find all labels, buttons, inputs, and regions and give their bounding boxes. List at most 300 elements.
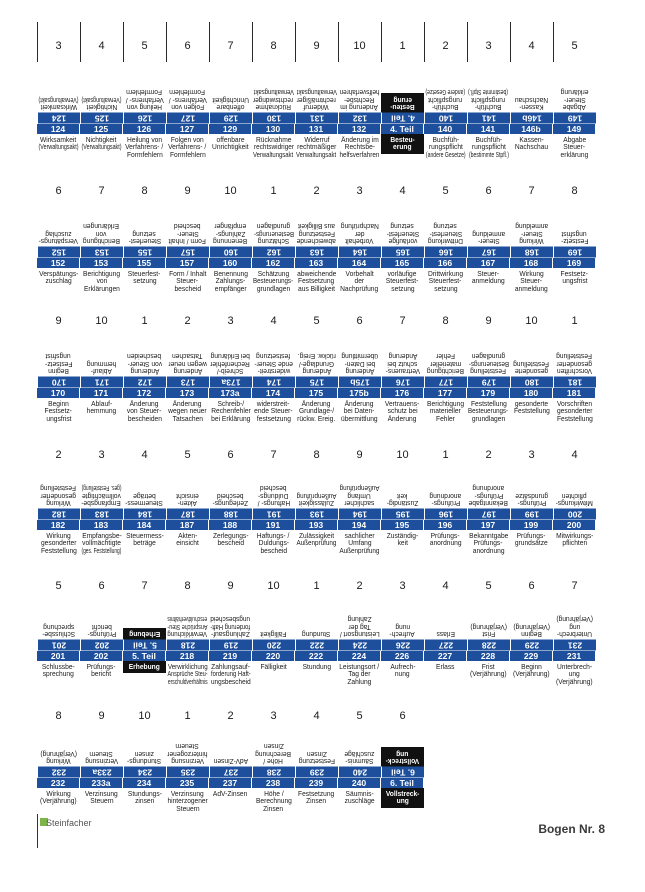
tab-number: 173a [209,388,252,399]
tab-label-line: Erhebung [128,630,161,639]
tab-label-line: Beginn [521,662,542,671]
tab-label-inverted [424,221,467,247]
number-row [37,651,596,662]
tab-label-line: Steuerfest- [429,276,462,286]
tab-label-line: Festsetz- [44,406,73,416]
tab-label [338,661,381,687]
sheet-position-number: 1 [270,185,277,197]
tab-label-line: (Verjährung) [513,622,550,632]
tab-number: 183 [80,520,123,531]
tab-number: 226 [381,651,424,662]
tab-label-line: Kassen- [519,135,544,144]
tab-label [295,788,338,814]
tab-label-line: Fälligkeit [260,662,287,671]
tab-number: 162 [252,258,295,269]
tab-number-inverted: 132 [338,113,381,124]
tab-label [424,134,467,160]
tab-number-inverted: 125 [80,113,123,124]
tab-label [295,530,338,556]
tab-label-line: rechtswidriger [253,142,294,152]
tab-number: 153 [80,258,123,269]
tab-label-line: (Verjährung) [40,796,77,806]
tab-label [80,661,123,687]
tab-label-line: Nichtigkeit [86,103,117,112]
sheet-position-number: 8 [313,449,320,461]
tab-number: 238 [252,778,295,789]
tab-label [166,398,209,424]
tab-label-line: grundlagen [256,222,291,232]
sheet-position-row [37,184,596,198]
tab-label-line: Zahlungs- [215,229,246,239]
sheet-position-number: 6 [356,315,363,327]
tab-label [510,268,553,294]
tab-label [166,788,209,814]
tab-label-line: setzung [390,222,415,232]
tab-label-line: (Verwaltungsakt) [81,95,122,105]
tab-label-inverted [252,483,295,509]
sheet-position-number: 9 [184,185,191,197]
tab-number-inverted: 235 [166,767,209,778]
tab-label-line: Folgen von [171,103,204,112]
tab-label-line: keit [397,538,408,548]
tab-number-inverted: 234 [123,767,166,778]
tab-label-line: (Verwaltungsakt) [38,142,79,152]
tab-label [553,398,596,424]
tab-label-line: Zulässigkeit [298,531,335,540]
tab-label-inverted [295,87,338,113]
tab-label-inverted [424,351,467,377]
tab-number: 194 [338,520,381,531]
tab-label-line: gesonderter [40,538,77,548]
sheet-position-number: 2 [184,315,191,327]
tab-number: 219 [209,651,252,662]
tab-label-line: zinsen [134,796,155,806]
tab-label-line: Steuer- [563,95,586,105]
tab-label-line: Berechnung [255,796,292,806]
tab-label-line: abweichende [296,237,337,246]
tab-number: 197 [467,520,510,531]
tab-label-line: Steuer- [477,237,500,246]
tab-label-line: Verfahrens- / [168,142,207,152]
tab-number: 224 [338,651,381,662]
tab-label-inverted [209,87,252,113]
tab-number-inverted: 131 [295,113,338,124]
tab-label-line: (Verjährung) [556,676,593,686]
tab-label-line: der [354,276,365,286]
sheet-position-number: 1 [313,580,320,592]
tab-number: 163 [295,258,338,269]
tab-label-inverted [338,87,381,113]
tab-number-inverted: 130 [252,113,295,124]
tab-label-line: erklärung [560,149,589,159]
sheet-position-number: 6 [528,580,535,592]
tab-label-line: Zahlungsauf- [211,662,250,671]
sheet-position-number: 4 [399,185,406,197]
tab-label-line: Tag der [348,669,371,679]
inverted-number-row [37,247,596,258]
tab-label [381,268,424,294]
sheet-position-number: 2 [442,40,449,52]
sheet-position-number: 6 [399,710,406,722]
tab-label-line: von [96,276,107,286]
tab-label-inverted [80,87,123,113]
tab-label-line: Zuständig- [386,499,419,508]
tab-label-line: Folgen von [171,135,204,144]
tab-label-line: Steuer- [563,142,586,152]
tab-number: 196 [424,520,467,531]
inverted-number-row [37,640,596,651]
tab-number: 141 [467,124,510,135]
tab-label-line: Akten- [177,531,198,540]
tab-label [338,134,381,160]
tab-label-line: Mitwirkungs- [555,531,594,540]
sheet-position-number: 8 [571,185,578,197]
sheet-position-number: 8 [55,710,62,722]
tab-label-inverted [338,351,381,377]
tab-label-inverted [252,87,295,113]
tab-number-inverted: 195 [381,509,424,520]
tab-label-line: Steuermess- [125,531,164,540]
tab-label-line: Vertrauens- [385,367,420,376]
inverted-label-row [37,483,596,509]
tab-label-inverted [209,483,252,509]
tab-label-line: Verspätungs- [38,237,79,246]
tab-label-line: Widerruf [303,103,330,112]
tab-number-inverted: 173 [166,377,209,388]
logo-text: Steinfacher [46,818,92,828]
tab-label-inverted [510,614,553,640]
tab-number: 6. Teil [381,778,424,789]
tab-label-inverted [166,741,209,767]
tab-label [252,398,295,424]
tab-label-line: Abgabe [563,135,586,144]
tab-label [424,268,467,294]
tab-label-inverted [252,614,295,640]
tab-number-inverted: 129 [209,113,252,124]
tab-label-line: Zinsen [263,742,284,752]
tab-label-line: Aufrech- [389,630,416,639]
tab-label-line: Feststellung [513,406,550,416]
tab-label-line: forderung Haft- [210,669,251,679]
tab-label-line: (Verjährung) [556,615,593,625]
tab-number: 160 [209,258,252,269]
number-row [37,520,596,531]
sheet-position-number: 4 [442,580,449,592]
tab-number-inverted: 179 [467,377,510,388]
tab-label-line: von Steuer- [127,359,162,369]
tab-label-inverted [80,351,123,377]
tab-label-line: rückw. Ereig. [297,413,336,423]
tab-label [80,268,123,294]
tab-label-line: (ges. Feststellung) [81,484,122,494]
tab-label-line: Drittwirkung [427,269,464,278]
tab-number: 180 [510,388,553,399]
tab-label-inverted [338,741,381,767]
tab-label-line: Änderung [130,367,159,376]
tab-label-line: Vorschriften [556,367,593,376]
tab-band [37,741,596,814]
tab-number-inverted: 152 [37,247,80,258]
tab-label-inverted [553,483,596,509]
tab-label [209,661,252,687]
tab-label-line: bescheiden [127,413,162,423]
tab-label-inverted [166,221,209,247]
sheet-position-number: 10 [95,315,108,327]
tab-label-line: Höhe / [263,757,284,766]
tab-label-line: pflichten [562,538,587,548]
tab-label-line: Drittwirkung [427,237,464,246]
sheet-position-number: 8 [184,580,191,592]
tab-number-inverted: 140 [424,113,467,124]
tab-label-line: bericht [91,669,112,679]
number-row [37,124,596,135]
tab-label-line: bescheid [217,491,244,501]
tab-label-line: sprechung [42,669,75,679]
tab-label-line: Schlussbe- [42,662,75,671]
tab-label-line: schutz bei [387,359,418,369]
tab-number: 152 [37,258,80,269]
tab-label [123,398,166,424]
tab-label-line: wegen neuer [168,406,207,416]
tab-label [37,661,80,687]
tab-label-line: Steuerfest- [128,237,161,246]
tab-label-inverted [510,351,553,377]
tab-label-line: ungsfrist [561,229,588,239]
part-heading-box [123,628,166,640]
tab-number-inverted: 166 [424,247,467,258]
tab-label-inverted [166,87,209,113]
tab-label-line: Änderung [173,367,202,376]
tab-label-line: Vollstreck- [385,789,420,798]
tab-label-inverted [123,87,166,113]
tab-label-line: Kassen- [519,103,544,112]
tab-label-inverted [381,483,424,509]
tab-number-inverted: 229 [510,640,553,651]
tab-label-line: nung [395,622,410,632]
tab-label-line: Buchfüh- [432,135,459,144]
tab-number: 130 [252,124,295,135]
tab-label-line: Steuerfest- [128,269,161,278]
tab-label-line: Berichtigung [83,269,120,278]
sheet-position-number: 4 [270,315,277,327]
tab-label-line: beträge [133,538,156,548]
tab-label-line: pflichten [562,491,587,501]
tab-label-inverted [209,741,252,767]
sheet-position-number: 2 [55,449,62,461]
sheet-position-row [37,579,596,593]
tab-label-line: sprechung [42,622,75,632]
tab-label-line: rungspflicht [428,95,463,105]
tab-label-inverted [467,87,510,113]
tab-label-line: ungsbescheid [210,676,251,686]
tab-label-line: grundsätze [515,491,548,501]
tab-label-line: Rechenfehler [210,359,251,369]
sheet-position-number: 5 [485,580,492,592]
tab-label-line: Steuer- [477,269,500,278]
tab-label [80,530,123,556]
tab-number-inverted: 239 [295,767,338,778]
sheet-position-number: 1 [442,449,449,461]
number-row [37,388,596,399]
tab-number: 233a [80,778,123,789]
tab-label [166,661,209,687]
tab-label-inverted [252,221,295,247]
tab-label-line: Fehler [436,413,455,423]
tab-label-line: Wirkung [46,757,71,766]
tab-number: 181 [553,388,596,399]
tab-label-line: Widerruf [303,135,330,144]
tab-label-line: Duldungs- [258,491,289,501]
publisher-logo [37,814,117,848]
tab-label [252,788,295,814]
tab-label-line: AdV-Zinsen [213,789,248,798]
tab-label-inverted [381,221,424,247]
tab-label-line: Formfehlern [169,88,206,98]
tab-label-line: Schätzung [257,269,290,278]
tab-label-line: (Verjährung) [513,669,550,679]
tab-label-inverted [123,221,166,247]
tab-label-inverted [123,614,166,640]
tab-number: 240 [338,778,381,789]
inverted-number-row [37,767,424,778]
tab-label [252,661,295,687]
tab-label-line: setzung [132,276,157,286]
tab-label-line: Verwaltungsakt [296,88,337,98]
tab-label [381,788,424,814]
tab-label-inverted [381,741,424,767]
tab-number-inverted: 226 [381,640,424,651]
tab-label-line: Heilung von [126,135,163,144]
tab-label-line: bei Erklärung [210,413,251,423]
tab-label-inverted [338,614,381,640]
tab-label [424,398,467,424]
tab-label-line: Feststellung [513,359,550,369]
inverted-number-row [37,113,596,124]
tab-number-inverted: 201 [37,640,80,651]
tab-label-line: Prüfungs- [87,662,116,671]
tab-label [424,530,467,556]
part-heading-box [381,747,424,767]
tab-label-line: erschuldverhältnis [167,676,208,686]
tab-label-line: anordnung [429,491,462,501]
tab-label-line: Frist [482,662,495,671]
tab-label-inverted [37,87,80,113]
tab-label-line: Höhe / [263,789,284,798]
tab-label-line: Wirkung [46,531,71,540]
tab-label-line: Steuerfest- [386,229,419,239]
tab-label-line: Formfehlern [126,149,163,159]
tab-label [424,661,467,687]
tab-label-inverted [37,351,80,377]
sheet-position-number: 2 [485,449,492,461]
tab-label-line: Form / Inhalt [168,237,207,246]
sheet-position-number: 1 [399,40,406,52]
tab-label-line: anmeldung [472,276,505,286]
sheet-position-number: 10 [224,185,237,197]
sheet-position-number: 5 [141,40,148,52]
tab-label-line: Verfahrens- / [168,95,207,105]
tab-label [553,134,596,160]
tab-label-line: Berichtigung [427,399,464,408]
tab-label-line: setzung [433,283,458,293]
tab-number-inverted: 171 [80,377,123,388]
tab-label-line: Steuer- [176,276,199,286]
tab-label-line: Stundungs- [127,757,162,766]
tab-number: 169 [553,258,596,269]
tab-label [209,134,252,160]
tab-label [166,134,209,160]
tab-label-line: anordnung [429,538,462,548]
part-heading-box [123,661,166,673]
tab-label-line: grundlagen [471,413,506,423]
tab-label-line: grundlagen [256,283,291,293]
tab-number-inverted: 177 [424,377,467,388]
tab-label-line: Besteuerungs- [253,276,294,286]
inverted-label-row [37,351,596,377]
tab-number-inverted: 163 [295,247,338,258]
tab-number: 4. Teil [381,124,424,135]
tab-label-line: ende Steuer- [254,406,293,416]
tab-label-line: Verspätungs- [38,269,79,278]
sheet-position-number: 9 [55,315,62,327]
tab-number: 175 [295,388,338,399]
tab-number-inverted: 196 [424,509,467,520]
tab-label-line: Feststellung [470,399,507,408]
tab-label [123,788,166,814]
tab-label-inverted [166,483,209,509]
tab-label [381,398,424,424]
tab-label-line: Ansprüche Steu- [167,669,208,679]
sheet-position-number: 3 [55,40,62,52]
tab-label-line: (ges. Feststellung) [81,545,122,555]
tab-label-line: zinsen [134,749,155,759]
tab-number: 149 [553,124,596,135]
tab-label-inverted [381,87,424,113]
tab-label-line: ende Steuer- [254,359,293,369]
sheet-position-number: 7 [98,185,105,197]
sheet-position-number: 7 [227,40,234,52]
tab-label-line: Buchfüh- [475,103,502,112]
tab-label-inverted [209,351,252,377]
tab-label-inverted [37,741,80,767]
tab-label-line: Feststellung [40,484,77,494]
tab-label-line: Feststellung [40,545,77,555]
sheet-position-number: 4 [528,40,535,52]
tab-label [381,530,424,556]
sheet-position-number: 10 [525,315,538,327]
tab-label-line: Rechtsbe- [344,142,375,152]
label-row [37,398,596,424]
tab-label-line: aus Billigkeit [298,283,335,293]
tab-label-line: Nichtigkeit [86,135,117,144]
tab-band [37,221,596,294]
tab-label-line: Zinsen [306,796,327,806]
tab-label-line: bei Daten- [344,359,375,369]
tab-label-line: Nachprüfung [340,222,379,232]
tab-label-line: Bekanntgabe [468,499,509,508]
inverted-number-row [37,509,596,520]
tab-label [123,268,166,294]
tab-label-line: rungspflicht [471,95,506,105]
tab-label-inverted [295,614,338,640]
tab-label-line: Schreib-/ [217,399,244,408]
tab-label-line: zuschlag [45,229,72,239]
tab-number-inverted: 220 [252,640,295,651]
tab-label-line: vorläufige [388,237,417,246]
tab-label [295,661,338,687]
tab-label-line: (bestimmte Stpfl.) [468,88,509,98]
sheet-position-number: 10 [396,449,409,461]
